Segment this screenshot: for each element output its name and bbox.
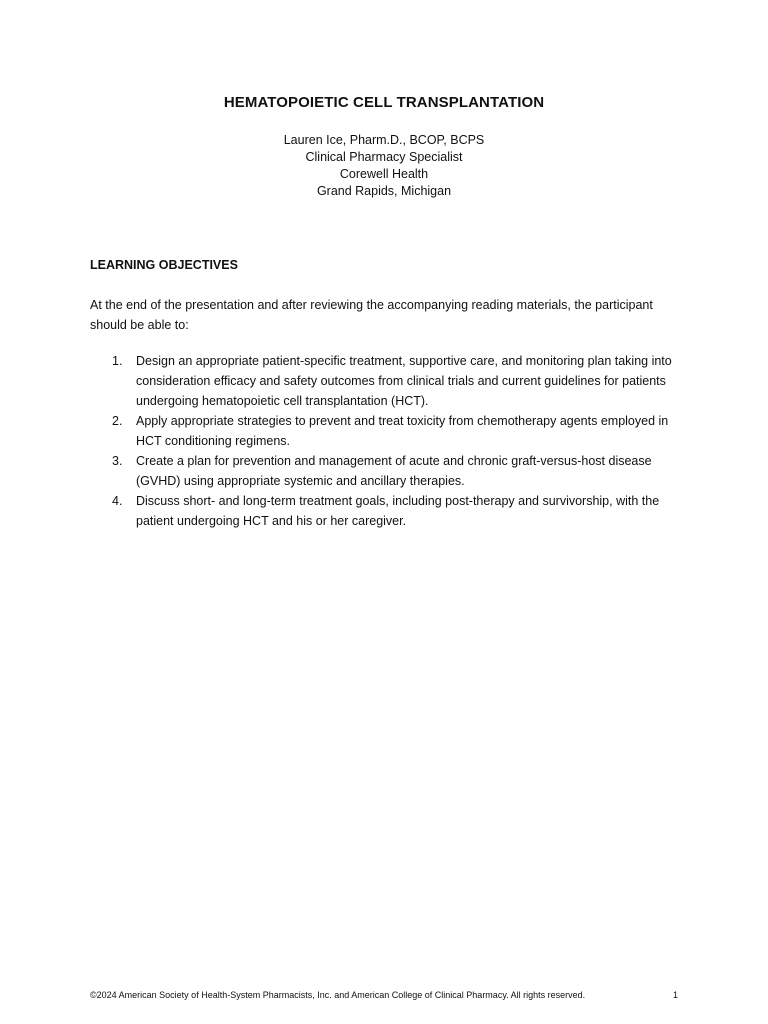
list-item	[90, 491, 690, 531]
list-item-text: Discuss short- and long-term treatment goals, including post-therapy and survivorship, with the patient undergoing HCT and his or her caregiver.	[136, 494, 660, 528]
intro-paragraph: At the end of the presentation and after reviewing the accompanying reading materials, the participant should be able to:	[90, 298, 653, 332]
author-organization: Corewell Health	[339, 167, 429, 181]
list-item-text: Create a plan for prevention and management of acute and chronic graft-versus-host disease (GVHD) using appropriate systemic and ancillary therapies.	[136, 454, 652, 488]
author-role: Clinical Pharmacy Specialist	[305, 150, 463, 164]
footer-copyright: ©2024 American Society of Health-System Pharmacists, Inc. and American College of Clinical Pharmacy. All rights reserved.	[90, 990, 586, 1000]
list-item	[90, 451, 690, 491]
list-item-text: Design an appropriate patient-specific treatment, supportive care, and monitoring plan taking into consideration efficacy and safety outcomes from clinical trials and current guidelines for patients undergoing hematopoietic cell transplantation (HCT).	[136, 354, 672, 408]
list-item-number: 1.	[112, 354, 123, 368]
list-item-number: 2.	[112, 414, 123, 428]
list-item-text: Apply appropriate strategies to prevent and treat toxicity from chemotherapy agents employed in HCT conditioning regimens.	[136, 414, 669, 448]
author-name: Lauren Ice, Pharm.D., BCOP, BCPS	[283, 133, 485, 147]
section-heading-learning-objectives: LEARNING OBJECTIVES	[90, 258, 238, 272]
list-item-number: 3.	[112, 454, 123, 468]
page-number: 1	[672, 990, 678, 1000]
list-item	[90, 411, 690, 451]
list-item	[90, 351, 690, 411]
page-footer	[90, 990, 690, 1000]
list-item-number: 4.	[112, 494, 123, 508]
objectives-list	[90, 351, 690, 531]
document-title: HEMATOPOIETIC CELL TRANSPLANTATION	[223, 94, 545, 111]
author-block	[0, 132, 768, 200]
author-location: Grand Rapids, Michigan	[316, 184, 452, 198]
